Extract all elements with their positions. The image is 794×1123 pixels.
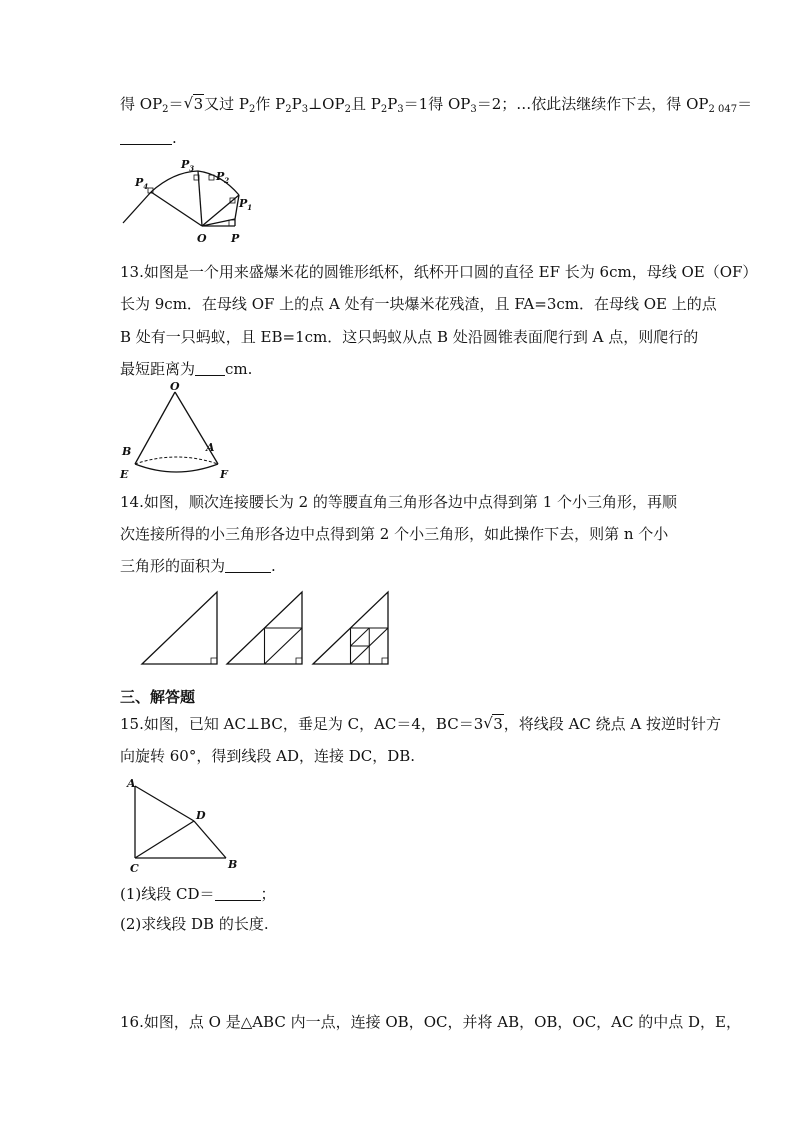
answer-blank[interactable] bbox=[225, 558, 271, 573]
label-p3: $P_3$ bbox=[181, 158, 195, 173]
q15-triangle-figure bbox=[124, 776, 244, 876]
answer-blank[interactable] bbox=[195, 361, 225, 376]
label-b: B bbox=[228, 858, 238, 871]
q12-text-line1: 得 $OP_2=√$ 3又过 $P_2$作 $P_2P_3\perp OP_2$且 $P_2P_3=1$得 $OP_3=2$；…依此法继续作下去，得 $OP_{2 047}=$ bbox=[120, 94, 752, 114]
label-o: O bbox=[170, 380, 180, 393]
label-d: D bbox=[196, 809, 206, 822]
label-p2: $P_2$ bbox=[216, 170, 230, 185]
label-f: F bbox=[220, 468, 228, 481]
section-title: 三、解答题 bbox=[120, 688, 196, 706]
q13-text-line2: 长为 9cm．在母线 OF 上的点 A 处有一块爆米花残渣，且 FA=3cm．在母线 OE 上的点 bbox=[120, 295, 717, 313]
label-e: E bbox=[120, 468, 129, 481]
q14-text-line2: 次连接所得的小三角形各边中点得到第 2 个小三角形，如此操作下去，则第 n 个小 bbox=[120, 525, 669, 543]
q15-text-line1: 15.如图，已知 AC⊥BC，垂足为 C，AC＝4，BC＝3√ 3，将线段 AC 绕点 A 按逆时针方 bbox=[120, 714, 721, 734]
label-p: P bbox=[231, 232, 240, 245]
sqrt-symbol: √ 3 bbox=[184, 94, 205, 114]
q13-text-line4: 最短距离为 cm. bbox=[120, 360, 253, 378]
q15-part2: (2)求线段 DB 的长度. bbox=[120, 915, 269, 933]
q15-part1: (1)线段 CD＝ ； bbox=[120, 885, 276, 903]
q14-triangles-figure bbox=[138, 588, 398, 668]
q14-text-line1: 14.如图，顺次连接腰长为 2 的等腰直角三角形各边中点得到第 1 个小三角形，再顺 bbox=[120, 493, 678, 511]
q13-text-line1: 13.如图是一个用来盛爆米花的圆锥形纸杯，纸杯开口圆的直径 EF 长为 6cm，母线 OE（OF） bbox=[120, 263, 758, 281]
label-c: C bbox=[130, 862, 139, 875]
label-a: A bbox=[206, 441, 215, 454]
label-a: A bbox=[127, 777, 136, 790]
label-b: B bbox=[122, 445, 132, 458]
q15-text-line2: 向旋转 60°，得到线段 AD，连接 DC，DB. bbox=[120, 747, 416, 765]
label-p1: $P_1$ bbox=[239, 197, 253, 212]
q12-answer-line: . bbox=[120, 128, 177, 148]
answer-blank[interactable] bbox=[120, 130, 172, 145]
sqrt-symbol: √ 3 bbox=[483, 714, 504, 734]
q13-text-line3: B 处有一只蚂蚁，且 EB=1cm．这只蚂蚁从点 B 处沿圆锥表面爬行到 A 点，则爬行的 bbox=[120, 328, 699, 346]
label-o: O bbox=[197, 232, 207, 245]
q14-text-line3: 三角形的面积为 . bbox=[120, 557, 276, 575]
q16-text-line1: 16.如图，点 O 是△ABC 内一点，连接 OB，OC，并将 AB，OB，OC，AC 的中点 D，E， bbox=[120, 1013, 742, 1031]
q13-cone-figure bbox=[118, 382, 230, 482]
label-p4: $P_4$ bbox=[135, 176, 149, 191]
q12-spiral-figure bbox=[118, 158, 258, 250]
answer-blank[interactable] bbox=[215, 886, 261, 901]
